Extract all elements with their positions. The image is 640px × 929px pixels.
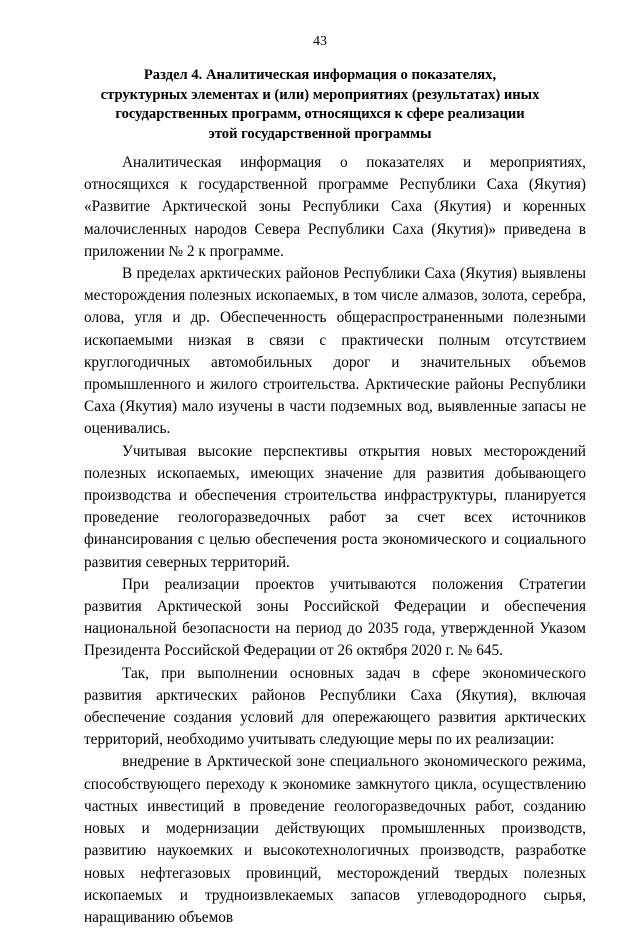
- paragraph-mineral-deposits: В пределах арктических районов Республики Саха (Якутия) выявлены месторождения полезных ископаемых, в том числе алмазов, золота, серебра, олова, угля и др. Обеспеченность общераспространенными полезными ископаемыми низкая в связи с практически полным отсутствием круглогодичных автомобильных дорог и значительных объемов промышленного и жилого строительства. Арктические районы Республики Саха (Якутия) мало изучены в части подземных вод, выявленные запасы не оценивались.: [84, 265, 586, 438]
- section-title: Раздел 4. Аналитическая информация о показателях, структурных элементах и (или) мероприятиях (результатах) иных государственных программ, относящихся к сфере реализации этой государственной программы: [100, 67, 540, 142]
- paragraph-economic-tasks: Так, при выполнении основных задач в сфере экономического развития арктических районов Республики Саха (Якутия), включая обеспечение создания условий для опережающего развития арктических территорий, необходимо учитывать следующие меры по их реализации:: [84, 664, 586, 749]
- paragraph-geological-exploration: Учитывая высокие перспективы открытия новых месторождений полезных ископаемых, имеющих значение для развития добывающего производства и обеспечения строительства инфраструктуры, планируется проведение геологоразведочных работ за счет всех источников финансирования с целью обеспечения роста экономического и социального развития северных территорий.: [84, 442, 586, 571]
- document-body: [84, 152, 586, 929]
- paragraph-arctic-strategy: При реализации проектов учитываются положения Стратегии развития Арктической зоны Российской Федерации и обеспечения национальной безопасности на период до 2035 года, утвержденной Указом Президента Российской Федерации от 26 октября 2020 г. № 645.: [84, 575, 586, 660]
- paragraph-analytical-info: Аналитическая информация о показателях и мероприятиях, относящихся к государственной программе Республики Саха (Якутия) «Развитие Арктической зоны Республики Саха (Якутия) и коренных малочисленных народов Севера Республики Саха (Якутия)» приведена в приложении № 2 к программе.: [84, 154, 586, 260]
- page-number: 43: [313, 34, 327, 49]
- paragraph-special-economic-regime: внедрение в Арктической зоне специального экономического режима, способствующего переходу к экономике замкнутого цикла, осуществлению частных инвестиций в проведение геологоразведочных работ, созданию новых и модернизации действующих промышленных производств, развитию наукоемких и высокотехнологичных производств, разработке новых нефтегазовых провинций, месторождений твердых полезных ископаемых и трудноизвлекаемых запасов углеводородного сырья, наращиванию объемов: [84, 753, 586, 926]
